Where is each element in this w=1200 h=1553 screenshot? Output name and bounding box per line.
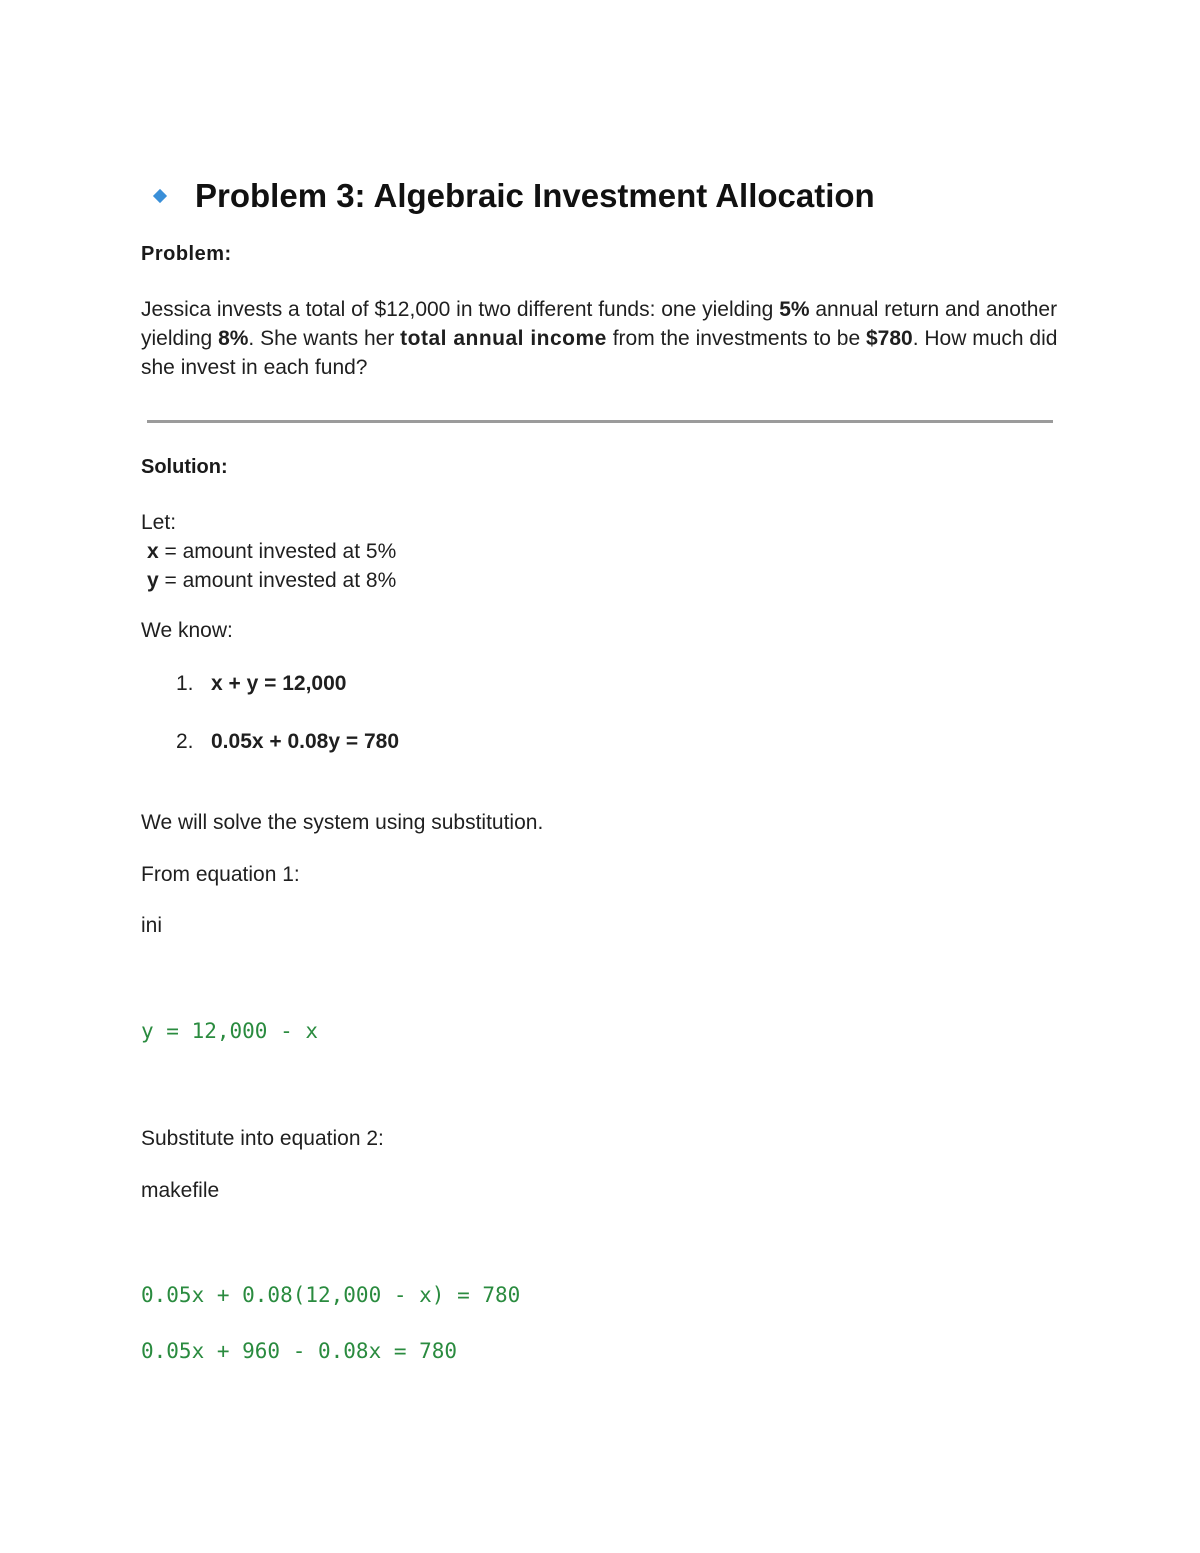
problem-statement [141, 295, 1071, 382]
problem-total-income: total annual income [400, 327, 607, 350]
from-equation-1-text: From equation 1: [141, 863, 300, 886]
problem-rate-5: 5% [779, 298, 810, 321]
problem-text-3: . She wants her [248, 327, 401, 350]
section-heading [152, 174, 875, 218]
code-line: 0.05x + 0.08(12,000 - x) = 780 [141, 1283, 521, 1307]
substitute-text: Substitute into equation 2: [141, 1127, 384, 1150]
variable-x: x [147, 540, 159, 563]
problem-label: Problem: [141, 243, 232, 265]
method-text: We will solve the system using substitution. [141, 811, 544, 834]
problem-rate-8: 8% [218, 327, 249, 350]
we-know-label: We know: [141, 619, 233, 642]
solution-label: Solution: [141, 456, 228, 478]
diamond-icon [153, 189, 167, 203]
equation-2 [176, 727, 399, 756]
definition-y-text: = amount invested at 8% [158, 569, 397, 592]
equation-text: x + y = 12,000 [211, 672, 347, 695]
problem-text-5: . How much did she invest in each fund? [141, 327, 1058, 379]
let-label: Let: [141, 511, 177, 534]
list-number: 1. [176, 672, 194, 695]
equation-text: 0.05x + 0.08y = 780 [211, 730, 400, 753]
problem-text-4: from the investments to be [606, 327, 866, 350]
code-language-label: ini [141, 914, 163, 937]
equation-1 [176, 669, 346, 698]
variable-definitions [141, 508, 396, 595]
code-line: y = 12,000 - x [141, 1019, 319, 1043]
list-number: 2. [176, 730, 194, 753]
definition-y [141, 566, 396, 595]
code-language-label: makefile [141, 1179, 220, 1202]
variable-y: y [147, 569, 159, 592]
horizontal-divider [147, 420, 1053, 423]
definition-x-text: = amount invested at 5% [158, 540, 397, 563]
problem-text-1: Jessica invests a total of $12,000 in two different funds: one yielding [141, 298, 780, 321]
problem-text-2: annual return and another yielding [141, 298, 1058, 350]
definition-x [141, 537, 396, 566]
code-line: 0.05x + 960 - 0.08x = 780 [141, 1339, 458, 1363]
page-title: Problem 3: Algebraic Investment Allocation [195, 177, 875, 214]
problem-target-amount: $780 [866, 327, 913, 350]
